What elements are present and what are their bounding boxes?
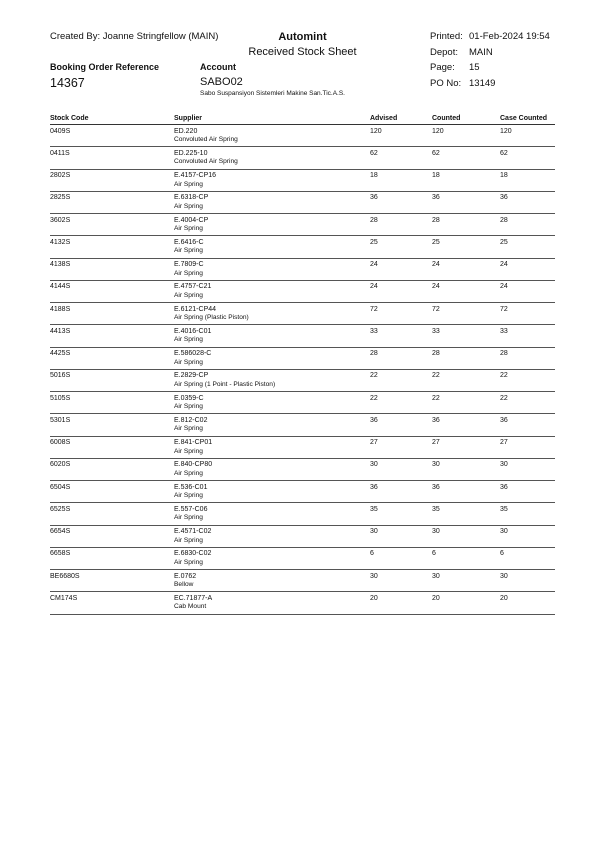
counted-qty: 30 [432, 461, 440, 469]
supplier-cell [174, 172, 370, 191]
item-description: Air Spring [174, 358, 203, 366]
meta-value: 15 [469, 62, 480, 73]
counted-qty: 27 [432, 439, 440, 446]
supplier-cell [174, 372, 370, 391]
table-row [50, 170, 555, 192]
meta-value: 13149 [469, 77, 496, 89]
supplier-cell [174, 484, 370, 503]
case-counted-qty: 72 [500, 305, 508, 313]
counted-qty: 18 [432, 172, 440, 179]
item-description: Air Spring (Plastic Piston) [174, 314, 249, 321]
supplier-cell [174, 217, 370, 236]
table-row [50, 370, 555, 392]
stock-code: 6504S [50, 483, 71, 491]
item-description: Air Spring [174, 336, 203, 344]
supplier-code: E.536-C01 [174, 483, 208, 491]
case-counted-qty: 20 [500, 594, 508, 602]
item-description: Air Spring [174, 514, 203, 522]
advised-qty: 18 [370, 172, 378, 179]
stock-code: 2825S [50, 194, 71, 202]
supplier-cell [174, 239, 370, 258]
case-counted-qty: 33 [500, 327, 508, 335]
supplier-code: E.841-CP01 [174, 439, 213, 446]
supplier-code: E.6121-CP44 [174, 305, 217, 313]
advised-qty: 33 [370, 327, 378, 335]
table-body [50, 125, 555, 615]
supplier-code: E.6830-C02 [174, 550, 212, 558]
supplier-cell [174, 350, 370, 369]
advised-qty: 20 [370, 594, 378, 602]
table-row [50, 214, 555, 236]
col-case-counted: Case Counted [500, 115, 548, 122]
case-counted-qty: 28 [500, 216, 508, 224]
supplier-code: E.4757-C21 [174, 283, 212, 291]
stock-code: 4132S [50, 238, 71, 246]
stock-code: 0409S [50, 127, 71, 135]
advised-qty: 28 [370, 216, 378, 224]
table-row [50, 481, 555, 503]
table-row [50, 570, 555, 592]
counted-qty: 36 [432, 194, 440, 202]
supplier-cell [174, 506, 370, 525]
item-description: Air Spring [174, 247, 203, 255]
supplier-cell [174, 573, 370, 592]
supplier-code: E.812-C02 [174, 416, 208, 424]
supplier-code: E.0359-C [174, 394, 204, 402]
case-counted-qty: 6 [500, 550, 504, 558]
stock-code: 6008S [50, 439, 71, 446]
advised-qty: 6 [370, 550, 374, 558]
item-description: Air Spring [174, 291, 203, 299]
table-row [50, 125, 555, 147]
counted-qty: 28 [432, 216, 440, 224]
advised-qty: 120 [370, 127, 382, 135]
item-description: Bellow [174, 581, 194, 588]
stock-code: 4413S [50, 327, 71, 335]
supplier-code: ED.220 [174, 127, 198, 135]
table-row [50, 325, 555, 347]
supplier-code: ED.225-10 [174, 149, 208, 157]
item-description: Air Spring [174, 447, 203, 455]
table-row [50, 348, 555, 370]
meta-label: Printed: [430, 31, 463, 42]
item-description: Air Spring [174, 180, 203, 188]
stock-code: 4144S [50, 283, 71, 291]
booking-ref-value: 14367 [50, 76, 85, 90]
supplier-cell [174, 395, 370, 414]
advised-qty: 25 [370, 238, 378, 246]
stock-code: 6525S [50, 505, 71, 513]
supplier-cell [174, 128, 370, 147]
counted-qty: 20 [432, 594, 440, 602]
table-row [50, 392, 555, 414]
account-label: Account [200, 62, 236, 72]
case-counted-qty: 30 [500, 572, 508, 580]
supplier-cell [174, 417, 370, 436]
table-row [50, 236, 555, 258]
case-counted-qty: 120 [500, 127, 512, 135]
supplier-code: E.4016-C01 [174, 327, 212, 335]
counted-qty: 35 [432, 505, 440, 513]
item-description: Air Spring [174, 403, 203, 410]
counted-qty: 25 [432, 238, 440, 246]
counted-qty: 120 [432, 127, 444, 135]
case-counted-qty: 36 [500, 194, 508, 202]
advised-qty: 24 [370, 283, 378, 291]
item-description: Air Spring [174, 425, 203, 433]
counted-qty: 22 [432, 372, 440, 380]
counted-qty: 6 [432, 550, 436, 558]
counted-qty: 30 [432, 572, 440, 580]
account-code: SABO02 [200, 76, 243, 88]
stock-code: 6020S [50, 461, 71, 469]
supplier-code: E.6318-CP [174, 194, 209, 202]
advised-qty: 28 [370, 350, 378, 357]
meta-po [430, 78, 550, 94]
table-row [50, 548, 555, 570]
stock-code: 5016S [50, 372, 71, 380]
counted-qty: 24 [432, 261, 440, 268]
supplier-cell [174, 306, 370, 325]
case-counted-qty: 22 [500, 372, 508, 380]
advised-qty: 22 [370, 394, 378, 402]
advised-qty: 35 [370, 505, 378, 513]
case-counted-qty: 22 [500, 394, 508, 402]
meta-depot [430, 47, 550, 63]
stock-code: 0411S [50, 149, 70, 157]
item-description: Air Spring [174, 269, 203, 277]
table-header [50, 114, 555, 125]
supplier-code: E.557-C06 [174, 505, 208, 513]
case-counted-qty: 25 [500, 238, 508, 246]
counted-qty: 36 [432, 483, 440, 491]
counted-qty: 36 [432, 416, 440, 424]
case-counted-qty: 36 [500, 416, 508, 424]
meta-printed [430, 31, 550, 47]
table-row [50, 592, 555, 614]
case-counted-qty: 28 [500, 350, 508, 357]
counted-qty: 62 [432, 149, 440, 157]
meta-block [430, 31, 550, 93]
supplier-cell [174, 194, 370, 213]
table-row [50, 303, 555, 325]
table-row [50, 459, 555, 481]
advised-qty: 30 [370, 461, 378, 469]
case-counted-qty: 30 [500, 528, 508, 535]
table-row [50, 281, 555, 303]
supplier-cell [174, 595, 370, 614]
created-by: Created By: Joanne Stringfellow (MAIN) [50, 31, 219, 42]
item-description: Air Spring [174, 492, 203, 499]
advised-qty: 24 [370, 261, 378, 268]
stock-code: BE6680S [50, 572, 80, 580]
stock-code: CM174S [50, 594, 78, 602]
item-description: Air Spring [174, 536, 203, 544]
supplier-cell [174, 528, 370, 547]
counted-qty: 28 [432, 350, 440, 357]
meta-page [430, 62, 550, 78]
meta-value: 01-Feb-2024 19:54 [469, 31, 550, 42]
stock-code: 5105S [50, 394, 71, 402]
stock-code: 4188S [50, 305, 71, 313]
supplier-code: E.2829-CP [174, 372, 209, 380]
counted-qty: 72 [432, 305, 440, 313]
meta-label: PO No: [430, 77, 462, 89]
account-name: Sabo Suspansiyon Sistemleri Makine San.Tic.A.S. [200, 90, 345, 97]
supplier-code: E.7809-C [174, 261, 204, 268]
col-stock-code: Stock Code [50, 115, 89, 122]
advised-qty: 22 [370, 372, 378, 380]
table-row [50, 192, 555, 214]
case-counted-qty: 35 [500, 505, 508, 513]
report-title: Received Stock Sheet [248, 46, 357, 58]
advised-qty: 72 [370, 305, 378, 313]
stock-code: 2802S [50, 172, 71, 179]
col-advised: Advised [370, 115, 398, 122]
supplier-cell [174, 150, 370, 169]
company-name: Automint [278, 31, 327, 43]
supplier-code: E.4004-CP [174, 216, 209, 224]
col-supplier: Supplier [174, 115, 203, 122]
table-row [50, 414, 555, 436]
stock-code: 4425S [50, 350, 71, 357]
advised-qty: 62 [370, 149, 378, 157]
stock-code: 5301S [50, 416, 71, 424]
advised-qty: 30 [370, 528, 378, 535]
counted-qty: 33 [432, 327, 440, 335]
supplier-cell [174, 550, 370, 569]
item-description: Cab Mount [174, 603, 207, 611]
table-row [50, 526, 555, 548]
table-row [50, 259, 555, 281]
col-counted: Counted [432, 115, 461, 122]
case-counted-qty: 62 [500, 149, 508, 157]
supplier-code: EC.71877-A [174, 594, 213, 602]
meta-value: MAIN [469, 46, 493, 58]
advised-qty: 27 [370, 439, 378, 446]
table-row [50, 437, 555, 459]
stock-code: 6654S [50, 528, 71, 535]
supplier-code: E.4157-CP16 [174, 172, 217, 179]
supplier-cell [174, 439, 370, 458]
item-description: Convoluted Air Spring [174, 136, 238, 143]
report-heading [205, 31, 400, 58]
stock-code: 4138S [50, 261, 71, 268]
item-description: Air Spring [174, 558, 203, 566]
supplier-code: E.586028-C [174, 350, 212, 357]
table-row [50, 503, 555, 525]
supplier-cell [174, 261, 370, 280]
counted-qty: 22 [432, 394, 440, 402]
supplier-code: E.840-CP80 [174, 461, 213, 469]
supplier-cell [174, 461, 370, 480]
advised-qty: 36 [370, 416, 378, 424]
case-counted-qty: 30 [500, 461, 508, 469]
advised-qty: 36 [370, 483, 378, 491]
stock-code: 6658S [50, 550, 71, 558]
case-counted-qty: 24 [500, 283, 508, 291]
item-description: Air Spring [174, 469, 203, 477]
counted-qty: 24 [432, 283, 440, 291]
stock-code: 3602S [50, 216, 71, 224]
supplier-cell [174, 328, 370, 347]
item-description: Air Spring [174, 225, 203, 232]
item-description: Air Spring (1 Point - Plastic Piston) [174, 380, 276, 388]
supplier-code: E.6416-C [174, 238, 204, 246]
case-counted-qty: 27 [500, 439, 508, 446]
counted-qty: 30 [432, 528, 440, 535]
case-counted-qty: 18 [500, 172, 508, 179]
meta-label: Depot: [430, 46, 458, 58]
supplier-code: E.0762 [174, 572, 197, 580]
advised-qty: 30 [370, 572, 378, 580]
stock-table [50, 114, 555, 615]
item-description: Air Spring [174, 202, 203, 210]
supplier-code: E.4571-C02 [174, 528, 212, 535]
item-description: Convoluted Air Spring [174, 158, 238, 166]
meta-label: Page: [430, 62, 455, 73]
case-counted-qty: 24 [500, 261, 508, 268]
case-counted-qty: 36 [500, 483, 508, 491]
advised-qty: 36 [370, 194, 378, 202]
table-row [50, 147, 555, 169]
supplier-cell [174, 283, 370, 302]
booking-ref-label: Booking Order Reference [50, 62, 160, 72]
